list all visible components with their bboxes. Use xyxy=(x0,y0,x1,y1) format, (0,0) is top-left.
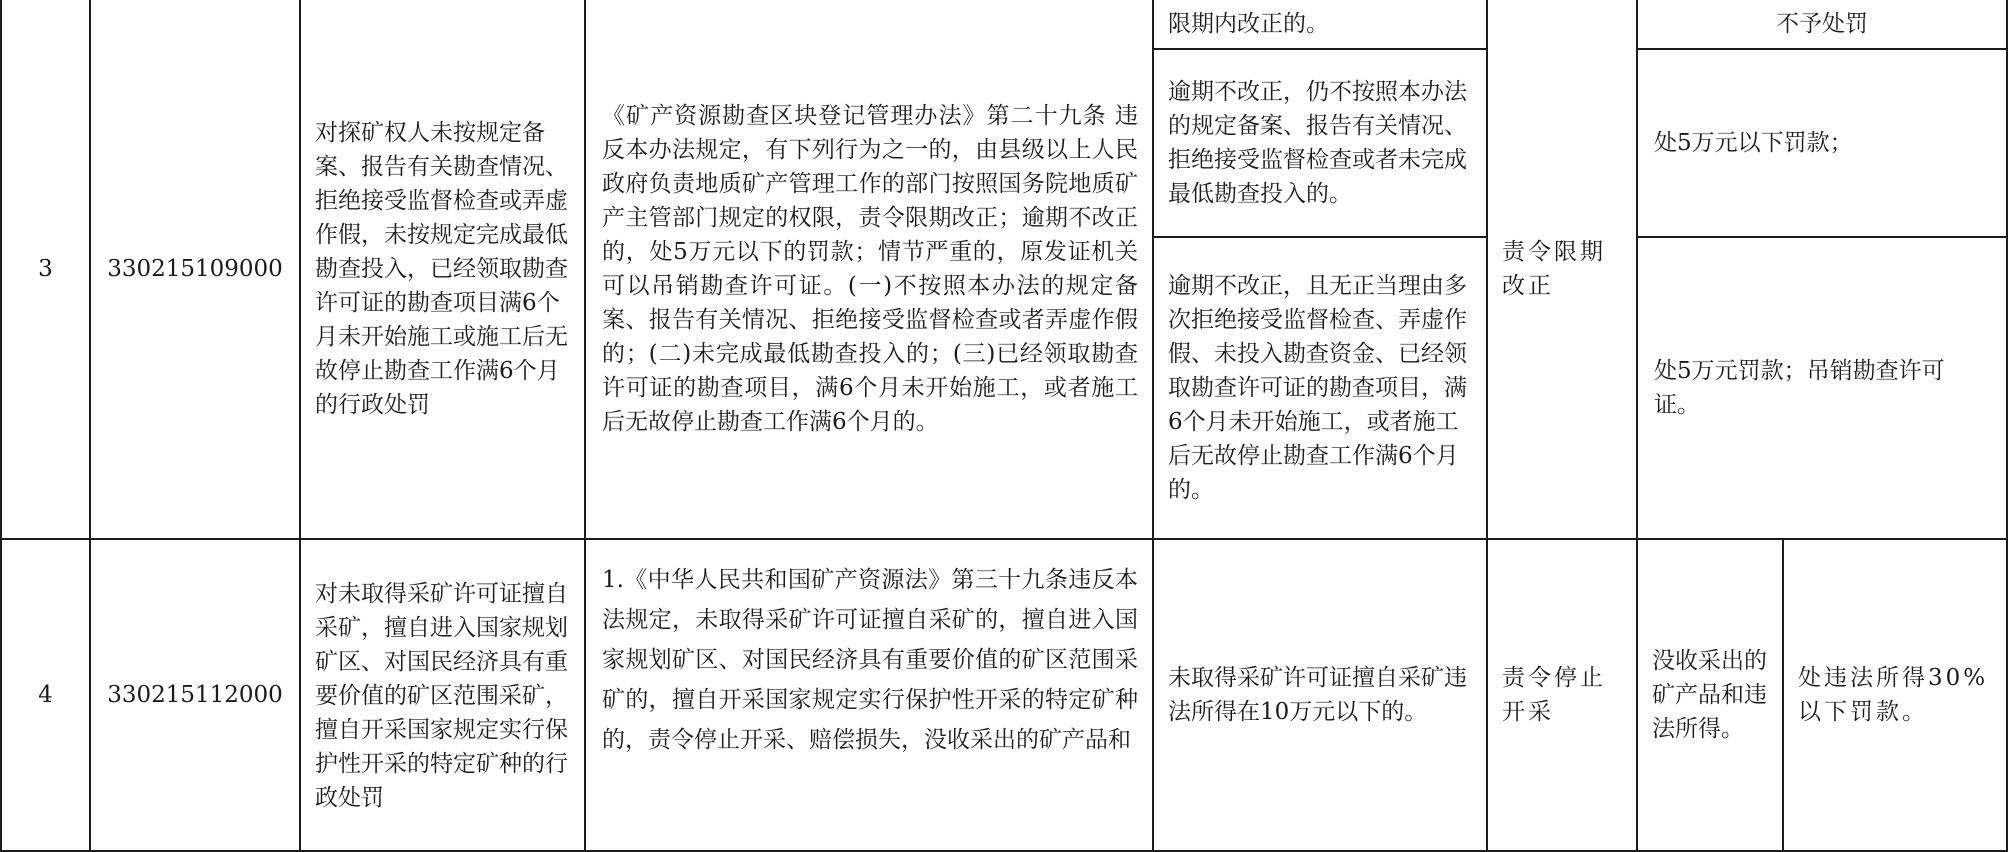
row-index: 3 xyxy=(38,256,53,282)
penalty-cell xyxy=(1637,49,2007,237)
circumstance-cell xyxy=(1153,539,1487,851)
legal-basis-cell xyxy=(585,0,1153,539)
item-code: 330215109000 xyxy=(107,256,283,282)
circumstance-cell xyxy=(1153,49,1487,237)
row-index-cell xyxy=(1,539,90,851)
circumstance-text: 逾期不改正，且无正当理由多次拒绝接受监督检查、弄虚作假、未投入勘查资金、已经领取勘查许可证的勘查项目，满6个月未开始施工，或者施工后无故停止勘查工作满6个月的。 xyxy=(1168,273,1467,503)
circumstance-text: 未取得采矿许可证擅自采矿违法所得在10万元以下的。 xyxy=(1168,665,1467,725)
table-row xyxy=(1,0,2007,49)
measure-text: 责令停止开采 xyxy=(1502,665,1606,725)
item-name-cell xyxy=(300,539,585,851)
penalty-text: 处5万元以下罚款； xyxy=(1654,130,1853,156)
legal-basis: 《矿产资源勘查区块登记管理办法》第二十九条 违反本办法规定，有下列行为之一的，由县级以上人民政府负责地质矿产管理工作的部门按照国务院地质矿产主管部门规定的权限，责令限期改正；逾期不改正的，处5万元以下的罚款；情节严重的，原发证机关可以吊销勘查许可证。(一)不按照本办法的规定备案、报告有关情况、拒绝接受监督检查或者弄虚作假的；(二)未完成最低勘查投入的；(三)已经领取勘查许可证的勘查项目，满6个月未开始施工，或者施工后无故停止勘查工作满6个月的。 xyxy=(602,103,1138,435)
circumstance-cell xyxy=(1153,237,1487,539)
measure-cell xyxy=(1487,539,1637,851)
circumstance-text: 逾期不改正，仍不按照本办法的规定备案、报告有关情况、拒绝接受监督检查或者未完成最低勘查投入的。 xyxy=(1168,79,1467,207)
item-code-cell xyxy=(90,0,300,539)
item-name-cell xyxy=(300,0,585,539)
measure-cell xyxy=(1487,0,1637,539)
penalty-text: 处违法所得30%以下罚款。 xyxy=(1798,665,1989,725)
penalty-text: 处5万元罚款；吊销勘查许可证。 xyxy=(1654,358,1945,418)
item-name: 对未取得采矿许可证擅自采矿，擅自进入国家规划矿区、对国民经济具有重要价值的矿区范围采矿，擅自开采国家规定实行保护性开采的特定矿种的行政处罚 xyxy=(315,581,568,811)
confiscation-cell xyxy=(1637,539,1783,851)
legal-basis-cell xyxy=(585,539,1153,851)
confiscation-text: 没收采出的矿产品和违法所得。 xyxy=(1652,648,1767,742)
penalty-text: 不予处罚 xyxy=(1776,11,1868,37)
measure-text: 责令限期改正 xyxy=(1502,239,1606,299)
penalty-cell xyxy=(1783,539,2007,851)
item-name: 对探矿权人未按规定备案、报告有关勘查情况、拒绝接受监督检查或弄虚作假，未按规定完成最低勘查投入，已经领取勘查许可证的勘查项目满6个月未开始施工或施工后无故停止勘查工作满6个月的行政处罚 xyxy=(315,120,568,418)
legal-basis: 1.《中华人民共和国矿产资源法》第三十九条违反本法规定，未取得采矿许可证擅自采矿的，擅自进入国家规划矿区、对国民经济具有重要价值的矿区范围采矿的，擅自开采国家规定实行保护性开采的特定矿种的，责令停止开采、赔偿损失，没收采出的矿产品和 xyxy=(602,567,1138,753)
circumstance-cell xyxy=(1153,0,1487,49)
table-row xyxy=(1,539,2007,851)
penalty-cell xyxy=(1637,0,2007,49)
item-code-cell xyxy=(90,539,300,851)
penalty-cell xyxy=(1637,237,2007,539)
circumstance-text: 限期内改正的。 xyxy=(1168,11,1329,37)
item-code: 330215112000 xyxy=(107,682,283,708)
row-index-cell xyxy=(1,0,90,539)
row-index: 4 xyxy=(38,682,53,708)
